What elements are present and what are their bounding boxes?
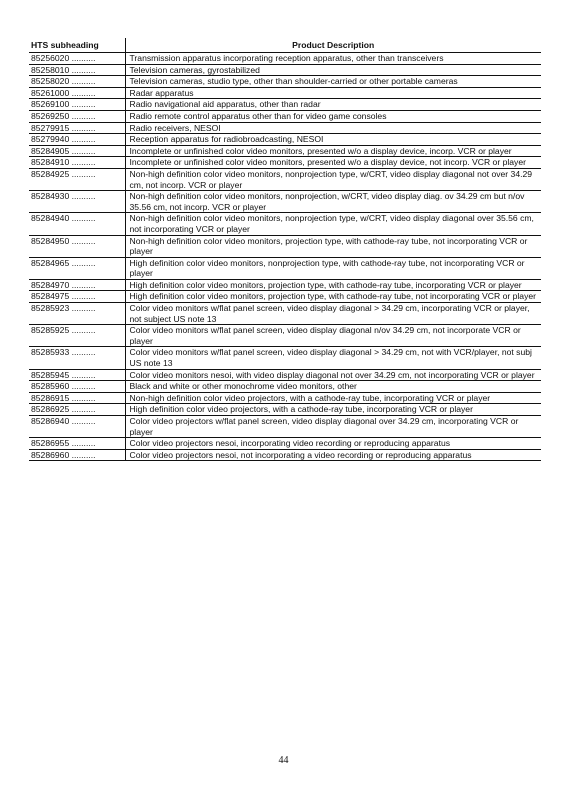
table-row — [29, 369, 541, 381]
hts-code-cell: 85285923 .......... — [29, 303, 125, 325]
product-description-cell: Non-high definition color video projectors, with a cathode-ray tube, incorporating VCR or player — [125, 392, 541, 404]
product-description-cell: Radio receivers, NESOI — [125, 122, 541, 134]
product-description-cell: Color video projectors nesoi, not incorporating a video recording or reproducing apparatus — [125, 449, 541, 461]
hts-table — [29, 38, 541, 461]
table-header — [29, 38, 541, 53]
table-row — [29, 53, 541, 65]
table-row — [29, 134, 541, 146]
product-description-cell: Non-high definition color video monitors, nonprojection type, w/CRT, video display diagonal not over 34.29 cm, not incorp. VCR or player — [125, 168, 541, 190]
product-description-cell: Radar apparatus — [125, 87, 541, 99]
table-row — [29, 191, 541, 213]
product-description-cell: High definition color video monitors, nonprojection type, with cathode-ray tube, not incorporating VCR or player — [125, 257, 541, 279]
product-description-cell: Non-high definition color video monitors, nonprojection, w/CRT, video display diag. ov 34.29 cm but n/ov 35.56 cm, not incorp. VCR or player — [125, 191, 541, 213]
product-description-cell: Reception apparatus for radiobroadcasting, NESOI — [125, 134, 541, 146]
table-row — [29, 157, 541, 169]
hts-code-cell: 85256020 .......... — [29, 53, 125, 65]
header-hts-subheading: HTS subheading — [29, 38, 125, 53]
product-description-cell: Black and white or other monochrome video monitors, other — [125, 381, 541, 393]
table-row — [29, 213, 541, 235]
hts-code-cell: 85286940 .......... — [29, 416, 125, 438]
table-row — [29, 392, 541, 404]
page-number: 44 — [278, 755, 289, 766]
product-description-cell: Color video monitors nesoi, with video display diagonal not over 34.29 cm, not incorporating VCR or player — [125, 369, 541, 381]
hts-code-cell: 85286925 .......... — [29, 404, 125, 416]
table-row — [29, 347, 541, 369]
hts-code-cell: 85284965 .......... — [29, 257, 125, 279]
table-row — [29, 76, 541, 88]
product-description-cell: Color video projectors w/flat panel screen, video display diagonal over 34.29 cm, incorporating VCR or player — [125, 416, 541, 438]
hts-code-cell: 85258020 .......... — [29, 76, 125, 88]
product-description-cell: Television cameras, studio type, other than shoulder-carried or other portable cameras — [125, 76, 541, 88]
product-description-cell: Radio remote control apparatus other than for video game consoles — [125, 110, 541, 122]
product-description-cell: Incomplete or unfinished color video monitors, presented w/o a display device, incorp. VCR or player — [125, 145, 541, 157]
table-body — [29, 53, 541, 461]
product-description-cell: High definition color video monitors, projection type, with cathode-ray tube, not incorporating VCR or player — [125, 291, 541, 303]
hts-code-cell: 85284905 .......... — [29, 145, 125, 157]
product-description-cell: High definition color video projectors, with a cathode-ray tube, incorporating VCR or player — [125, 404, 541, 416]
product-description-cell: Color video projectors nesoi, incorporating video recording or reproducing apparatus — [125, 438, 541, 450]
hts-code-cell: 85279940 .......... — [29, 134, 125, 146]
table-row — [29, 291, 541, 303]
table-row — [29, 64, 541, 76]
product-description-cell: Transmission apparatus incorporating reception apparatus, other than transceivers — [125, 53, 541, 65]
hts-code-cell: 85269100 .......... — [29, 99, 125, 111]
table-row — [29, 438, 541, 450]
product-description-cell: Non-high definition color video monitors, projection type, with cathode-ray tube, not incorporating VCR or player — [125, 235, 541, 257]
table-row — [29, 416, 541, 438]
product-description-cell: Radio navigational aid apparatus, other than radar — [125, 99, 541, 111]
product-description-cell: Incomplete or unfinished color video monitors, presented w/o a display device, not incorp. VCR or player — [125, 157, 541, 169]
hts-code-cell: 85261000 .......... — [29, 87, 125, 99]
table-row — [29, 99, 541, 111]
hts-code-cell: 85284930 .......... — [29, 191, 125, 213]
hts-code-cell: 85285945 .......... — [29, 369, 125, 381]
table-row — [29, 404, 541, 416]
product-description-cell: High definition color video monitors, projection type, with cathode-ray tube, incorporating VCR or player — [125, 279, 541, 291]
table-row — [29, 87, 541, 99]
hts-code-cell: 85284975 .......... — [29, 291, 125, 303]
header-row — [29, 38, 541, 53]
header-product-description: Product Description — [125, 38, 541, 53]
product-description-cell: Television cameras, gyrostabilized — [125, 64, 541, 76]
hts-code-cell: 85284910 .......... — [29, 157, 125, 169]
table-row — [29, 381, 541, 393]
hts-code-cell: 85284950 .......... — [29, 235, 125, 257]
hts-code-cell: 85285933 .......... — [29, 347, 125, 369]
hts-code-cell: 85284925 .......... — [29, 168, 125, 190]
hts-code-cell: 85279915 .......... — [29, 122, 125, 134]
hts-code-cell: 85285960 .......... — [29, 381, 125, 393]
hts-code-cell: 85286960 .......... — [29, 449, 125, 461]
table-row — [29, 279, 541, 291]
product-description-cell: Color video monitors w/flat panel screen, video display diagonal > 34.29 cm, not with VCR/player, not subj US note 13 — [125, 347, 541, 369]
hts-code-cell: 85258010 .......... — [29, 64, 125, 76]
table-row — [29, 303, 541, 325]
table-row — [29, 235, 541, 257]
hts-code-cell: 85269250 .......... — [29, 110, 125, 122]
product-description-cell: Non-high definition color video monitors, nonprojection type, w/CRT, video display diagonal over 35.56 cm, not incorporating VCR or player — [125, 213, 541, 235]
hts-code-cell: 85286915 .......... — [29, 392, 125, 404]
product-description-cell: Color video monitors w/flat panel screen, video display diagonal n/ov 34.29 cm, not incorporate VCR or player — [125, 325, 541, 347]
table-row — [29, 110, 541, 122]
table-row — [29, 325, 541, 347]
hts-code-cell: 85285925 .......... — [29, 325, 125, 347]
table-row — [29, 257, 541, 279]
table-row — [29, 449, 541, 461]
table-row — [29, 168, 541, 190]
table-row — [29, 145, 541, 157]
hts-code-cell: 85284970 .......... — [29, 279, 125, 291]
hts-code-cell: 85284940 .......... — [29, 213, 125, 235]
product-description-cell: Color video monitors w/flat panel screen, video display diagonal > 34.29 cm, incorporating VCR or player, not subject US note 13 — [125, 303, 541, 325]
table-row — [29, 122, 541, 134]
hts-code-cell: 85286955 .......... — [29, 438, 125, 450]
